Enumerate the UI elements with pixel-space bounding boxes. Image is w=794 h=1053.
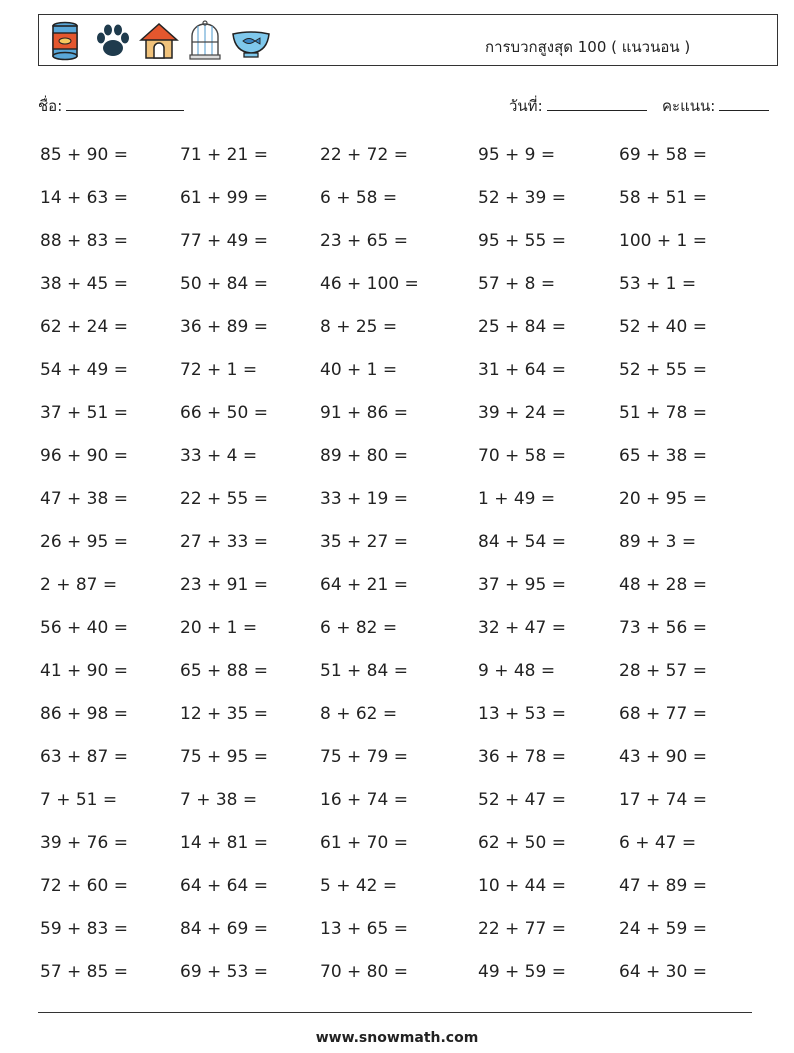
cat-food-can-icon <box>47 20 87 62</box>
problem-item: 53 + 1 = <box>619 274 697 294</box>
problem-item: 95 + 55 = <box>478 231 566 251</box>
problem-item: 47 + 38 = <box>40 489 128 509</box>
problem-item: 22 + 77 = <box>478 919 566 939</box>
problem-item: 10 + 44 = <box>478 876 566 896</box>
problem-item: 89 + 80 = <box>320 446 408 466</box>
problem-item: 52 + 55 = <box>619 360 707 380</box>
problem-item: 100 + 1 = <box>619 231 707 251</box>
problem-item: 84 + 54 = <box>478 532 566 552</box>
problem-item: 71 + 21 = <box>180 145 268 165</box>
dog-house-icon <box>139 20 179 62</box>
problem-item: 13 + 53 = <box>478 704 566 724</box>
problem-item: 27 + 33 = <box>180 532 268 552</box>
problem-item: 20 + 1 = <box>180 618 258 638</box>
problem-item: 75 + 95 = <box>180 747 268 767</box>
problem-item: 24 + 59 = <box>619 919 707 939</box>
problem-item: 33 + 19 = <box>320 489 408 509</box>
problem-item: 66 + 50 = <box>180 403 268 423</box>
problem-item: 52 + 40 = <box>619 317 707 337</box>
problem-item: 49 + 59 = <box>478 962 566 982</box>
problem-item: 88 + 83 = <box>40 231 128 251</box>
problem-item: 64 + 21 = <box>320 575 408 595</box>
problem-item: 25 + 84 = <box>478 317 566 337</box>
problem-item: 1 + 49 = <box>478 489 556 509</box>
problem-item: 84 + 69 = <box>180 919 268 939</box>
problem-item: 39 + 24 = <box>478 403 566 423</box>
date-blank[interactable] <box>547 96 647 111</box>
problem-item: 46 + 100 = <box>320 274 419 294</box>
problem-item: 68 + 77 = <box>619 704 707 724</box>
problem-item: 7 + 51 = <box>40 790 118 810</box>
problem-item: 32 + 47 = <box>478 618 566 638</box>
problem-item: 41 + 90 = <box>40 661 128 681</box>
worksheet-title: การบวกสูงสุด 100 ( แนวนอน ) <box>485 38 691 56</box>
problem-item: 65 + 38 = <box>619 446 707 466</box>
problem-item: 62 + 24 = <box>40 317 128 337</box>
header-icons <box>47 20 271 62</box>
problem-item: 69 + 58 = <box>619 145 707 165</box>
date-field <box>509 94 647 118</box>
problem-item: 6 + 82 = <box>320 618 398 638</box>
problem-item: 58 + 51 = <box>619 188 707 208</box>
problem-item: 9 + 48 = <box>478 661 556 681</box>
score-field <box>662 94 769 118</box>
paw-print-icon <box>93 20 133 62</box>
problem-item: 31 + 64 = <box>478 360 566 380</box>
problem-item: 54 + 49 = <box>40 360 128 380</box>
problem-item: 47 + 89 = <box>619 876 707 896</box>
problem-item: 2 + 87 = <box>40 575 118 595</box>
problem-item: 95 + 9 = <box>478 145 556 165</box>
score-label: คะแนน: <box>662 97 716 115</box>
problem-item: 40 + 1 = <box>320 360 398 380</box>
problem-item: 36 + 78 = <box>478 747 566 767</box>
problem-item: 20 + 95 = <box>619 489 707 509</box>
problem-item: 13 + 65 = <box>320 919 408 939</box>
problem-item: 51 + 78 = <box>619 403 707 423</box>
problem-item: 52 + 39 = <box>478 188 566 208</box>
problem-item: 37 + 51 = <box>40 403 128 423</box>
problem-item: 57 + 8 = <box>478 274 556 294</box>
header-box <box>38 14 778 66</box>
problem-item: 51 + 84 = <box>320 661 408 681</box>
problem-item: 72 + 60 = <box>40 876 128 896</box>
problem-item: 38 + 45 = <box>40 274 128 294</box>
problem-item: 65 + 88 = <box>180 661 268 681</box>
problem-item: 73 + 56 = <box>619 618 707 638</box>
footer-website: www.snowmath.com <box>315 1030 479 1046</box>
problem-item: 61 + 70 = <box>320 833 408 853</box>
problem-item: 12 + 35 = <box>180 704 268 724</box>
problem-item: 16 + 74 = <box>320 790 408 810</box>
problem-item: 70 + 80 = <box>320 962 408 982</box>
problem-item: 6 + 58 = <box>320 188 398 208</box>
problem-item: 8 + 25 = <box>320 317 398 337</box>
problem-item: 70 + 58 = <box>478 446 566 466</box>
problem-item: 22 + 55 = <box>180 489 268 509</box>
problem-item: 57 + 85 = <box>40 962 128 982</box>
problem-item: 39 + 76 = <box>40 833 128 853</box>
problem-item: 75 + 79 = <box>320 747 408 767</box>
problem-item: 52 + 47 = <box>478 790 566 810</box>
problem-item: 59 + 83 = <box>40 919 128 939</box>
problem-item: 35 + 27 = <box>320 532 408 552</box>
problem-item: 17 + 74 = <box>619 790 707 810</box>
problem-item: 77 + 49 = <box>180 231 268 251</box>
score-blank[interactable] <box>719 96 769 111</box>
problem-item: 48 + 28 = <box>619 575 707 595</box>
problem-item: 28 + 57 = <box>619 661 707 681</box>
name-blank[interactable] <box>66 96 184 111</box>
problem-grid <box>40 136 739 996</box>
problem-item: 37 + 95 = <box>478 575 566 595</box>
problem-item: 64 + 30 = <box>619 962 707 982</box>
problem-item: 50 + 84 = <box>180 274 268 294</box>
footer-divider <box>38 1012 752 1013</box>
problem-item: 61 + 99 = <box>180 188 268 208</box>
problem-item: 85 + 90 = <box>40 145 128 165</box>
problem-item: 23 + 91 = <box>180 575 268 595</box>
problem-item: 96 + 90 = <box>40 446 128 466</box>
problem-item: 6 + 47 = <box>619 833 697 853</box>
problem-item: 33 + 4 = <box>180 446 258 466</box>
problem-item: 14 + 63 = <box>40 188 128 208</box>
fish-bowl-icon <box>231 20 271 62</box>
problem-item: 14 + 81 = <box>180 833 268 853</box>
problem-item: 22 + 72 = <box>320 145 408 165</box>
problem-item: 64 + 64 = <box>180 876 268 896</box>
problem-item: 8 + 62 = <box>320 704 398 724</box>
problem-item: 62 + 50 = <box>478 833 566 853</box>
problem-item: 43 + 90 = <box>619 747 707 767</box>
problem-item: 72 + 1 = <box>180 360 258 380</box>
problem-item: 63 + 87 = <box>40 747 128 767</box>
problem-item: 26 + 95 = <box>40 532 128 552</box>
name-field <box>38 94 184 118</box>
problem-item: 89 + 3 = <box>619 532 697 552</box>
problem-item: 56 + 40 = <box>40 618 128 638</box>
problem-item: 7 + 38 = <box>180 790 258 810</box>
problem-item: 91 + 86 = <box>320 403 408 423</box>
problem-item: 36 + 89 = <box>180 317 268 337</box>
problem-item: 69 + 53 = <box>180 962 268 982</box>
problem-item: 86 + 98 = <box>40 704 128 724</box>
bird-cage-icon <box>185 20 225 62</box>
problem-item: 5 + 42 = <box>320 876 398 896</box>
problem-item: 23 + 65 = <box>320 231 408 251</box>
date-label: วันที่: <box>509 97 543 115</box>
name-label: ชื่อ: <box>38 97 63 115</box>
